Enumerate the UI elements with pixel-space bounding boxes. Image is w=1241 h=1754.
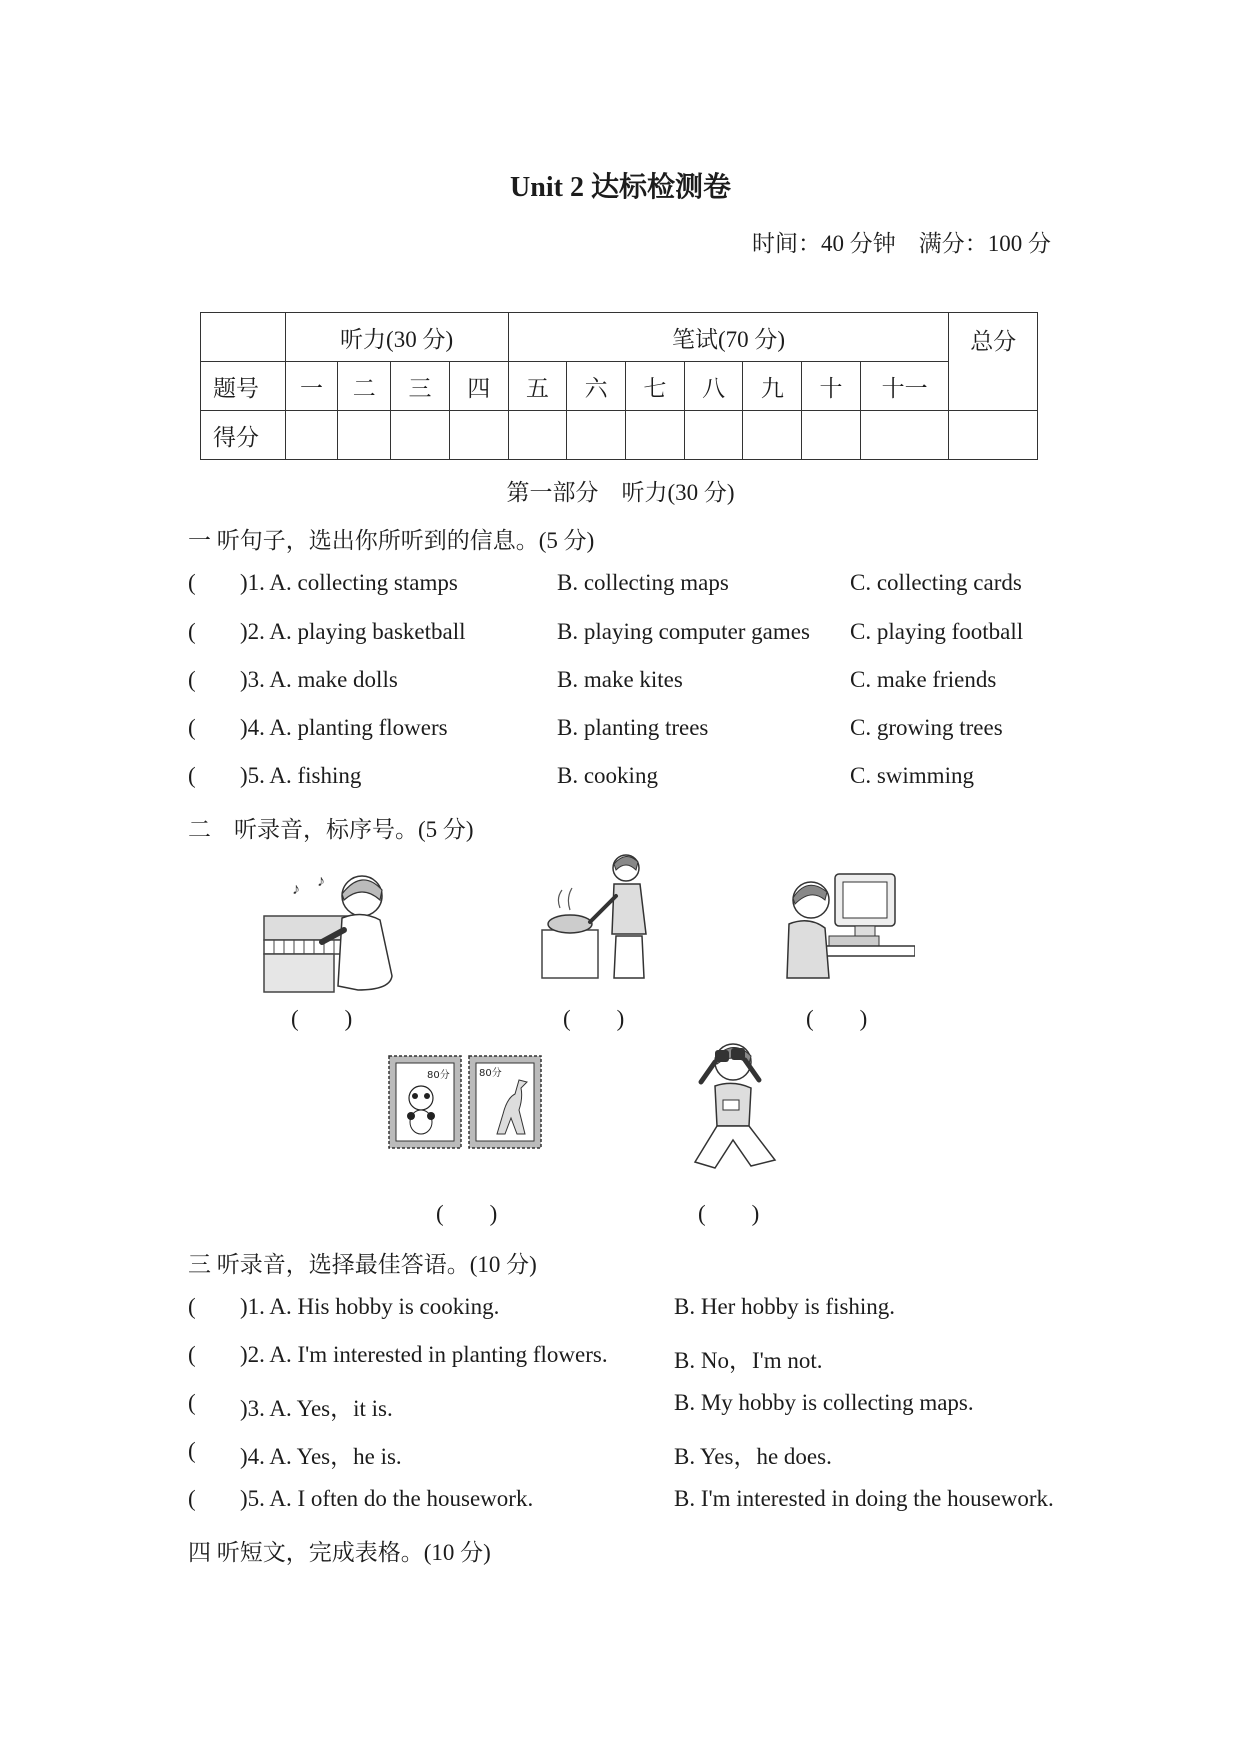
s3-question-3: [188, 1390, 1088, 1420]
option-b: B. My hobby is collecting maps.: [674, 1390, 974, 1415]
answer-blank-open[interactable]: (: [188, 715, 196, 740]
s3-question-4: [188, 1438, 1088, 1468]
binoculars-boy-picture: [685, 1036, 785, 1176]
col-7: 七: [626, 362, 685, 411]
s1-question-5: [188, 763, 1088, 793]
option-b: B. playing computer games: [557, 619, 810, 644]
answer-blank-open[interactable]: (: [188, 1438, 196, 1463]
score-cell[interactable]: [449, 411, 508, 460]
answer-blank-open[interactable]: (: [188, 667, 196, 692]
score-cell[interactable]: [802, 411, 861, 460]
answer-blank-open[interactable]: (: [188, 1342, 196, 1367]
col-9: 九: [743, 362, 802, 411]
piano-boy-picture: [262, 866, 402, 994]
s1-question-1: [188, 570, 1088, 600]
option-a: )4. A. Yes，he is.: [240, 1444, 402, 1469]
option-a: )2. A. I'm interested in planting flowers.: [240, 1342, 608, 1367]
section1-heading: 一 听句子，选出你所听到的信息。(5 分): [188, 528, 595, 553]
option-b: B. Her hobby is fishing.: [674, 1294, 896, 1319]
option-a: )1. A. His hobby is cooking.: [240, 1294, 500, 1319]
s1-question-3: [188, 667, 1088, 697]
listening-header: 听力(30 分): [285, 313, 508, 362]
part1-heading: 第一部分 听力(30 分): [506, 480, 735, 505]
score-table-corner: [201, 313, 286, 362]
s1-question-2: [188, 619, 1088, 649]
section4-heading: 四 听短文，完成表格。(10 分): [188, 1540, 491, 1565]
stamp-1-value: 80分: [427, 1070, 450, 1081]
answer-blank-open[interactable]: (: [188, 1390, 196, 1415]
option-a: )5. A. I often do the housework.: [240, 1486, 534, 1511]
picture5-answer-blank[interactable]: ( ): [698, 1201, 760, 1226]
stamp-2-value: 80分: [479, 1068, 502, 1079]
picture2-answer-blank[interactable]: ( ): [563, 1006, 625, 1031]
picture3-answer-blank[interactable]: ( ): [806, 1006, 868, 1031]
number-row-label: 题号: [201, 362, 286, 411]
score-cell[interactable]: [508, 411, 567, 460]
score-row-label: 得分: [201, 411, 286, 460]
stamps-picture: [387, 1054, 545, 1150]
s3-question-1: [188, 1294, 1088, 1324]
col-10: 十: [802, 362, 861, 411]
option-b: B. make kites: [557, 667, 683, 692]
s3-question-2: [188, 1342, 1088, 1372]
option-c: C. growing trees: [850, 715, 1003, 740]
s3-question-5: [188, 1486, 1088, 1516]
computer-boy-picture: [785, 872, 915, 980]
page-title: Unit 2 达标检测卷: [510, 172, 731, 203]
picture1-answer-blank[interactable]: ( ): [291, 1006, 353, 1031]
svg-text:♪: ♪: [292, 881, 300, 898]
picture4-answer-blank[interactable]: ( ): [436, 1201, 498, 1226]
option-a: )3. A. make dolls: [240, 667, 398, 692]
option-c: C. collecting cards: [850, 570, 1022, 595]
answer-blank-open[interactable]: (: [188, 570, 196, 595]
option-b: B. I'm interested in doing the housework.: [674, 1486, 1054, 1511]
col-4: 四: [449, 362, 508, 411]
col-6: 六: [567, 362, 626, 411]
score-cell[interactable]: [743, 411, 802, 460]
option-c: C. make friends: [850, 667, 997, 692]
option-b: B. collecting maps: [557, 570, 729, 595]
score-cell[interactable]: [860, 411, 948, 460]
option-b: B. planting trees: [557, 715, 709, 740]
section2-heading: 二 听录音，标序号。(5 分): [188, 817, 474, 842]
col-8: 八: [684, 362, 743, 411]
score-cell[interactable]: [391, 411, 450, 460]
option-c: C. swimming: [850, 763, 974, 788]
cooking-woman-picture: [538, 850, 663, 980]
score-cell[interactable]: [338, 411, 391, 460]
option-a: )5. A. fishing: [240, 763, 362, 788]
score-cell[interactable]: [567, 411, 626, 460]
answer-blank-open[interactable]: (: [188, 1294, 196, 1319]
option-b: B. Yes，he does.: [674, 1444, 832, 1469]
score-cell[interactable]: [684, 411, 743, 460]
s1-question-4: [188, 715, 1088, 745]
section3-heading: 三 听录音，选择最佳答语。(10 分): [188, 1252, 537, 1277]
option-a: )4. A. planting flowers: [240, 715, 448, 740]
option-a: )2. A. playing basketball: [240, 619, 466, 644]
option-a: )1. A. collecting stamps: [240, 570, 458, 595]
col-11: 十一: [860, 362, 948, 411]
score-cell[interactable]: [626, 411, 685, 460]
exam-meta: 时间：40 分钟 满分：100 分: [752, 231, 1051, 256]
answer-blank-open[interactable]: (: [188, 1486, 196, 1511]
option-b: B. cooking: [557, 763, 658, 788]
total-score-cell[interactable]: [949, 411, 1038, 460]
col-1: 一: [285, 362, 338, 411]
option-c: C. playing football: [850, 619, 1024, 644]
answer-blank-open[interactable]: (: [188, 763, 196, 788]
option-a: )3. A. Yes，it is.: [240, 1396, 393, 1421]
col-2: 二: [338, 362, 391, 411]
score-table: [200, 312, 1038, 460]
written-header: 笔试(70 分): [508, 313, 949, 362]
col-5: 五: [508, 362, 567, 411]
option-b: B. No，I'm not.: [674, 1348, 823, 1373]
score-cell[interactable]: [285, 411, 338, 460]
svg-text:♪: ♪: [317, 873, 325, 890]
total-header: 总分: [949, 313, 1038, 411]
col-3: 三: [391, 362, 450, 411]
answer-blank-open[interactable]: (: [188, 619, 196, 644]
